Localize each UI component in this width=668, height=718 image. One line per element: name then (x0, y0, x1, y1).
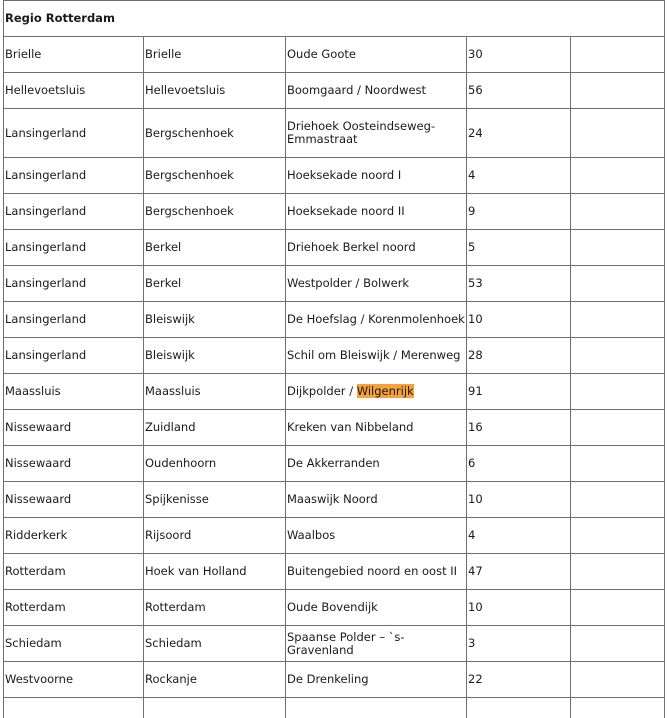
aantal-cell: 24 (467, 109, 571, 158)
table-row (4, 446, 665, 482)
plaats-cell: Rotterdam (144, 590, 286, 626)
plaats-cell: Hoek van Holland (144, 554, 286, 590)
aantal-cell: 56 (467, 73, 571, 109)
aantal-cell: 4 (467, 158, 571, 194)
empty-cell (571, 230, 665, 266)
table-row (4, 554, 665, 590)
plaats-cell: Bleiswijk (144, 302, 286, 338)
empty-cell (571, 626, 665, 662)
gemeente-cell: Lansingerland (4, 194, 144, 230)
table-body (4, 1, 665, 718)
gebied-cell: Hoeksekade noord I (286, 158, 467, 194)
table-row (4, 482, 665, 518)
plaats-cell: Oudenhoorn (144, 446, 286, 482)
table-row (4, 590, 665, 626)
plaats-cell: Bleiswijk (144, 338, 286, 374)
table-row (4, 410, 665, 446)
empty-cell (571, 518, 665, 554)
empty-cell (571, 590, 665, 626)
table-row (4, 518, 665, 554)
gemeente-cell: Ridderkerk (4, 518, 144, 554)
aantal-cell: 28 (467, 338, 571, 374)
empty-cell (571, 554, 665, 590)
empty-cell (571, 109, 665, 158)
plaats-cell: Schiedam (144, 626, 286, 662)
empty-cell (571, 374, 665, 410)
plaats-cell: Bergschenhoek (144, 194, 286, 230)
gebied-cell: Westpolder / Bolwerk (286, 266, 467, 302)
gebied-cell: Buitengebied noord en oost II (286, 554, 467, 590)
regio-table (3, 0, 665, 718)
empty-cell (571, 482, 665, 518)
aantal-cell: 10 (467, 590, 571, 626)
gemeente-cell: Nissewaard (4, 482, 144, 518)
gebied-cell: Kreken van Nibbeland (286, 410, 467, 446)
empty-cell (571, 266, 665, 302)
empty-cell (571, 194, 665, 230)
gemeente-cell: Nissewaard (4, 410, 144, 446)
gebied-cell: De Hoefslag / Korenmolenhoek (286, 302, 467, 338)
plaats-cell: Maassluis (144, 374, 286, 410)
table-row (4, 338, 665, 374)
table-title: Regio Rotterdam (4, 1, 665, 37)
title-row (4, 1, 665, 37)
plaats-cell: Rockanje (144, 662, 286, 698)
aantal-cell: 10 (467, 482, 571, 518)
gebied-text: Dijkpolder / (287, 384, 357, 398)
gebied-cell: De Drenkeling (286, 662, 467, 698)
gebied-cell: Oude Bovendijk (286, 590, 467, 626)
aantal-cell: 10 (467, 302, 571, 338)
gebied-cell: Spaanse Polder – `s-Gravenland (286, 626, 467, 662)
gemeente-cell: Rotterdam (4, 554, 144, 590)
table-row (4, 626, 665, 662)
gebied-cell: Schil om Bleiswijk / Merenweg (286, 338, 467, 374)
empty-cell (571, 73, 665, 109)
plaats-cell: Zuidland (144, 410, 286, 446)
aantal-cell: 6 (467, 446, 571, 482)
gebied-cell: De Akkerranden (286, 446, 467, 482)
gemeente-cell: Westvoorne (4, 662, 144, 698)
empty-cell (571, 302, 665, 338)
plaats-cell: Bergschenhoek (144, 158, 286, 194)
gebied-cell: Hoeksekade noord II (286, 194, 467, 230)
plaats-cell: Spijkenisse (144, 482, 286, 518)
gemeente-cell: Lansingerland (4, 302, 144, 338)
gemeente-cell: Schiedam (4, 626, 144, 662)
empty-cell (571, 158, 665, 194)
table-row (4, 662, 665, 698)
gemeente-cell: Rotterdam (4, 590, 144, 626)
table-row (4, 158, 665, 194)
gebied-cell: Waalbos (286, 518, 467, 554)
gebied-cell: Driehoek Oosteindseweg-Emmastraat (286, 109, 467, 158)
plaats-cell: Rijsoord (144, 518, 286, 554)
gemeente-cell: Lansingerland (4, 266, 144, 302)
aantal-cell: 5 (467, 230, 571, 266)
gemeente-cell: Lansingerland (4, 230, 144, 266)
plaats-cell: Berkel (144, 266, 286, 302)
gemeente-cell: Brielle (4, 37, 144, 73)
gebied-cell: Oude Goote (286, 37, 467, 73)
empty-cell (571, 446, 665, 482)
empty-cell (571, 338, 665, 374)
gemeente-cell: Nissewaard (4, 446, 144, 482)
search-highlight: Wilgenrijk (357, 384, 414, 398)
empty-cell (571, 37, 665, 73)
gebied-cell: Boomgaard / Noordwest (286, 73, 467, 109)
aantal-cell: 47 (467, 554, 571, 590)
plaats-cell: Bergschenhoek (144, 109, 286, 158)
table-row (4, 37, 665, 73)
aantal-cell: 9 (467, 194, 571, 230)
table-row (4, 230, 665, 266)
gebied-cell: Driehoek Berkel noord (286, 230, 467, 266)
gebied-cell (286, 374, 467, 410)
table-row (4, 109, 665, 158)
table-row (4, 73, 665, 109)
aantal-cell: 4 (467, 518, 571, 554)
aantal-cell: 16 (467, 410, 571, 446)
table-row (4, 302, 665, 338)
plaats-cell: Berkel (144, 230, 286, 266)
plaats-cell: Brielle (144, 37, 286, 73)
empty-cell (571, 662, 665, 698)
plaats-cell: Hellevoetsluis (144, 73, 286, 109)
gemeente-cell: Lansingerland (4, 338, 144, 374)
gemeente-cell: Maassluis (4, 374, 144, 410)
gebied-cell: Maaswijk Noord (286, 482, 467, 518)
gemeente-cell: Hellevoetsluis (4, 73, 144, 109)
table-row (4, 194, 665, 230)
gemeente-cell: Lansingerland (4, 158, 144, 194)
table-row (4, 374, 665, 410)
empty-cell (571, 410, 665, 446)
aantal-cell: 91 (467, 374, 571, 410)
gemeente-cell: Lansingerland (4, 109, 144, 158)
aantal-cell: 30 (467, 37, 571, 73)
table-row (4, 266, 665, 302)
aantal-cell: 53 (467, 266, 571, 302)
aantal-cell: 3 (467, 626, 571, 662)
aantal-cell: 22 (467, 662, 571, 698)
